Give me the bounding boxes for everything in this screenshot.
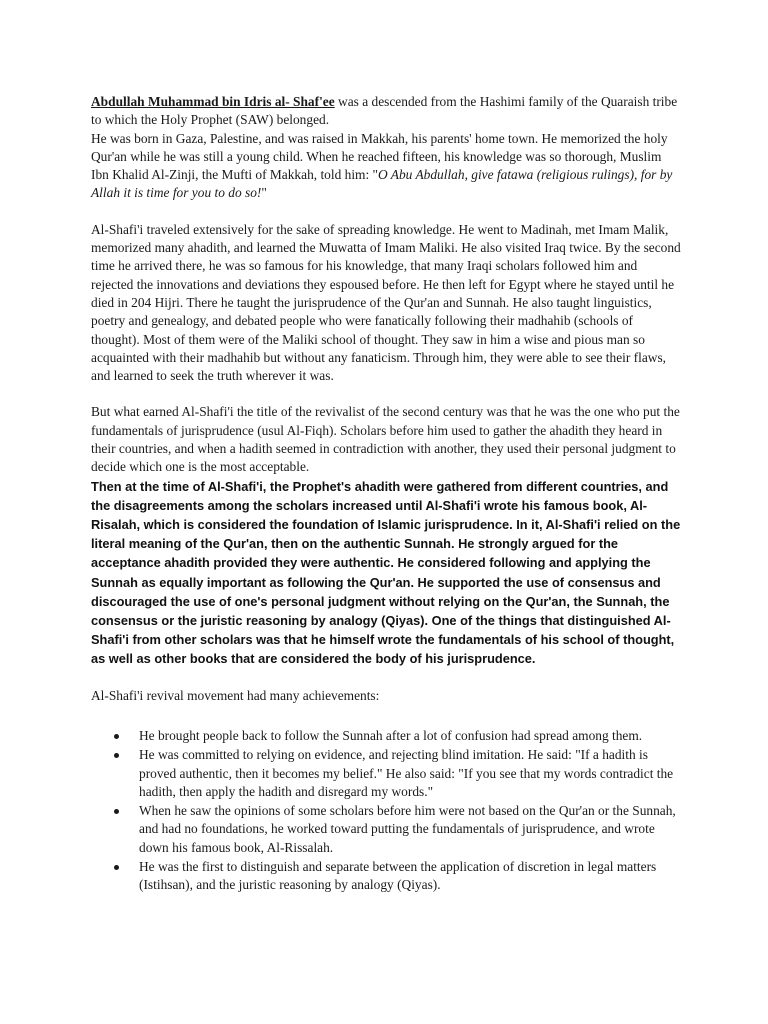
list-item-text: He was committed to relying on evidence, and rejecting blind imitation. He said: "If a hadith is proved authentic, then it becomes my belief." He also said: "If you see that my words contradict the hadith, then apply the hadith and disregard my words." [139,747,674,799]
bullet-icon [114,753,119,758]
list-item [91,802,681,857]
bullet-icon [114,809,119,814]
risalah-paragraph: Then at the time of Al-Shafi'i, the Prophet's ahadith were gathered from different countries, and the disagreements among the scholars increased until Al-Shafi'i wrote his famous book, Al-Risalah, which is considered the foundation of Islamic jurisprudence. In it, Al-Shafi'i relied on the literal meaning of the Qur'an, then on the authentic Sunnah. He strongly argued for the acceptance ahadith provided they were authentic. He considered following and applying the Sunnah as equally important as following the Qur'an. He supported the use of consensus and discouraged the use of one's personal judgment without relying on the Qur'an, the Sunnah, the consensus or the juristic reasoning by analogy (Qiyas). One of the things that distinguished Al-Shafi'i from other scholars was that he himself wrote the fundamentals of his school of thought, as well as other books that are considered the body of his jurisprudence. [91,478,681,667]
intro-biography [91,130,681,203]
achievements-intro: Al-Shafi'i revival movement had many achievements: [91,687,380,703]
intro-lineage-text: was a descended from the Hashimi family of the Quaraish tribe to which the Holy Prophet (SAW) belonged. [91,94,678,128]
intro-paragraph [91,93,681,130]
list-item [91,727,681,745]
list-item-text: When he saw the opinions of some scholars before him were not based on the Qur'an or the Sunnah, and had no foundations, he worked toward putting the fundamentals of jurisprudence, and wrote down his famous book, Al-Rissalah. [139,803,676,855]
list-item [91,746,681,801]
document-page [91,93,681,896]
achievements-list [91,727,681,895]
mufti-quote-close: " [261,185,267,201]
list-item-text: He brought people back to follow the Sunnah after a lot of confusion had spread among them. [139,727,643,743]
travels-paragraph: Al-Shafi'i traveled extensively for the sake of spreading knowledge. He went to Madinah, met Imam Malik, memorized many ahadith, and learned the Muwatta of Imam Maliki. He also visited Iraq twice. By the second time he arrived there, he was so famous for his knowledge, that many Iraqi scholars followed him and rejected the innovations and deviations they espoused before. He then left for Egypt where he stayed until he died in 204 Hijri. There he taught the jurisprudence of the Qur'an and Sunnah. He also taught linguistics, poetry and genealogy, and debated people who were fanatically following their madhahib (schools of thought). Most of them were of the Maliki school of thought. They saw in him a wise and pious man so acquainted with their madhahib but without any fanaticism. Through him, they were able to see their flaws, and learned to seek the truth wherever it was. [91,221,681,384]
intro-biography-text: He was born in Gaza, Palestine, and was raised in Makkah, his parents' home town. He memorized the holy Qur'an while he was still a young child. When he reached fifteen, his knowledge was so thorough, Muslim Ibn Khalid Al-Zinji, the Mufti of Makkah, told him: " [91,130,668,183]
mufti-quote: O Abu Abdullah, give fatawa (religious rulings), for by Allah it is time for you to do so! [91,167,673,201]
usul-paragraph: But what earned Al-Shafi'i the title of the revivalist of the second century was that he was the one who put the fundamentals of jurisprudence (usul Al-Fiqh). Scholars before him used to gather the ahadith they heard in their countries, and when a hadith seemed in contradiction with another, they used their personal judgment to decide which one is the most acceptable. [91,404,680,475]
bullet-icon [114,734,119,739]
list-item [91,858,681,895]
list-item-text: He was the first to distinguish and separate between the application of discretion in legal matters (Istihsan), and the juristic reasoning by analogy (Qiyas). [139,859,657,893]
bullet-icon [114,865,119,870]
scholar-name: Abdullah Muhammad bin Idris al- Shaf'ee [91,94,335,109]
